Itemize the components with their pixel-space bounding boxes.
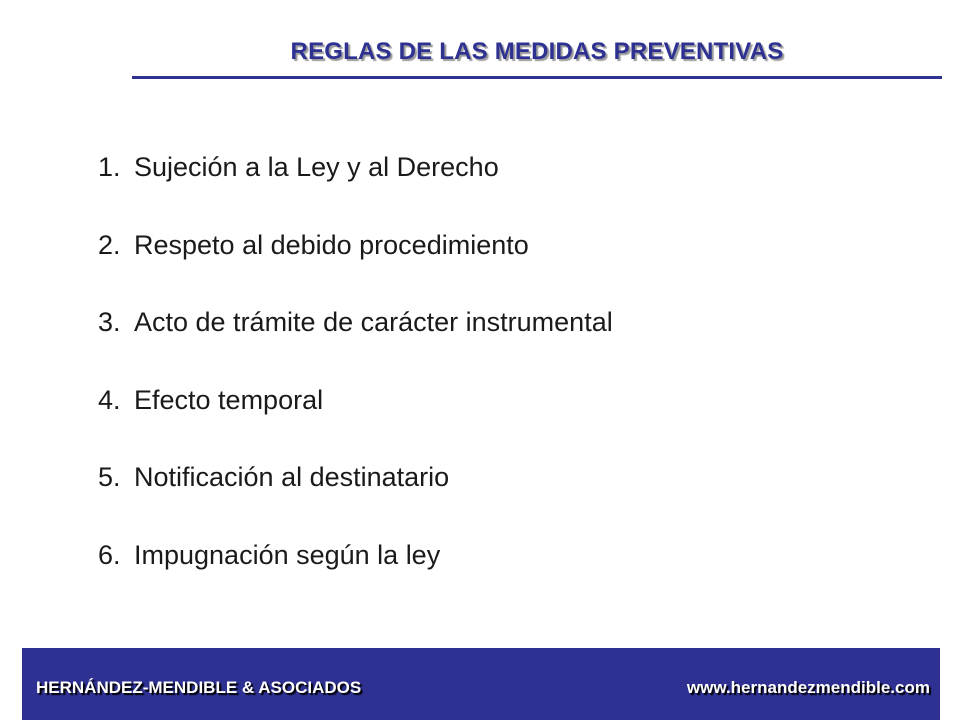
list-item-number: 5. bbox=[98, 462, 121, 492]
list-item-number: 4. bbox=[98, 384, 121, 415]
firm-name: HERNÁNDEZ-MENDIBLE & ASOCIADOS bbox=[36, 678, 362, 697]
list-item-text: Sujeción a la Ley y al Derecho bbox=[134, 152, 499, 182]
list-item-text: Impugnación según la ley bbox=[134, 539, 441, 570]
list-item bbox=[98, 385, 613, 463]
list-item-number: 1. bbox=[98, 152, 121, 182]
list-item-number: 6. bbox=[98, 539, 121, 570]
list-item-text: Notificación al destinatario bbox=[134, 462, 450, 492]
title-underline bbox=[132, 76, 942, 79]
website-link[interactable]: www.hernandezmendible.com bbox=[686, 678, 930, 697]
list-item bbox=[98, 307, 613, 385]
list-item-number: 3. bbox=[98, 307, 121, 337]
list-item bbox=[98, 540, 613, 618]
slide-title: REGLAS DE LAS MEDIDAS PREVENTIVAS bbox=[290, 38, 784, 65]
list-item bbox=[98, 462, 613, 540]
footer-bar bbox=[22, 648, 940, 720]
rules-list bbox=[98, 152, 613, 617]
list-item bbox=[98, 230, 613, 308]
list-item-text: Respeto al debido procedimiento bbox=[134, 229, 529, 260]
list-item bbox=[98, 152, 613, 230]
list-item-text: Efecto temporal bbox=[134, 384, 324, 415]
list-item-number: 2. bbox=[98, 229, 121, 260]
list-item-text: Acto de trámite de carácter instrumental bbox=[134, 307, 613, 337]
